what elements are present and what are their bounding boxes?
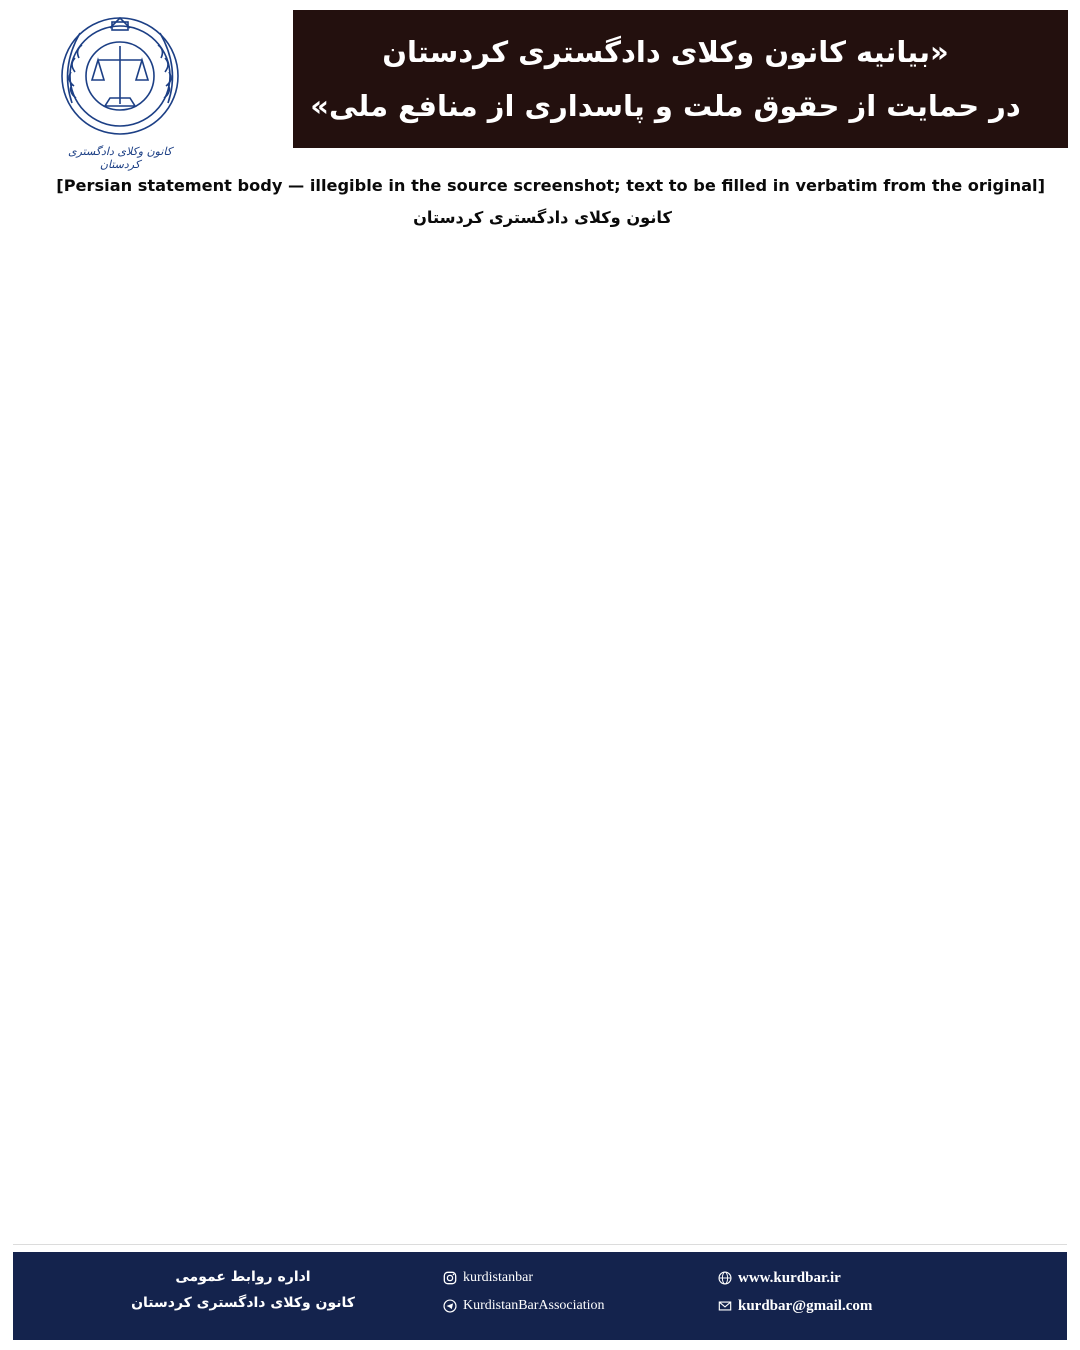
- footer: [13, 1252, 1067, 1340]
- logo: [50, 8, 190, 171]
- logo-caption: کانون وکلای دادگستری کردستان: [67, 145, 173, 171]
- footer-department: [93, 1264, 393, 1316]
- telegram-icon: [443, 1299, 457, 1313]
- footer-contact: [718, 1264, 1018, 1320]
- telegram-handle: KurdistanBarAssociation: [463, 1298, 605, 1313]
- association-name: کانون وکلای دادگستری کردستان: [131, 1295, 355, 1311]
- mail-icon: [718, 1299, 732, 1313]
- footer-social: [443, 1264, 743, 1320]
- telegram-link[interactable]: [443, 1292, 743, 1320]
- statement-body: [40, 170, 1045, 234]
- website-url: www.kurdbar.ir: [738, 1270, 841, 1286]
- title-line-1: «بیانیه کانون وکلای دادگستری کردستان: [382, 35, 949, 69]
- signature: کانون وکلای دادگستری کردستان: [413, 207, 672, 227]
- instagram-handle: kurdistanbar: [463, 1270, 533, 1285]
- globe-icon: [718, 1271, 732, 1285]
- title-line-2: در حمایت از حقوق ملت و پاسداری از منافع ملی»: [310, 89, 1021, 123]
- statement-title: [293, 10, 1068, 148]
- department-name: اداره روابط عمومی: [175, 1269, 311, 1285]
- website-link[interactable]: [718, 1264, 1018, 1292]
- instagram-link[interactable]: [443, 1264, 743, 1292]
- bar-association-seal-icon: [50, 8, 190, 143]
- email-link[interactable]: [718, 1292, 1018, 1320]
- email-address: kurdbar@gmail.com: [738, 1298, 873, 1314]
- divider: [13, 1244, 1067, 1245]
- instagram-icon: [443, 1271, 457, 1285]
- paragraph: [Persian statement body — illegible in the source screenshot; text to be filled in verbatim from the original]: [56, 176, 1045, 195]
